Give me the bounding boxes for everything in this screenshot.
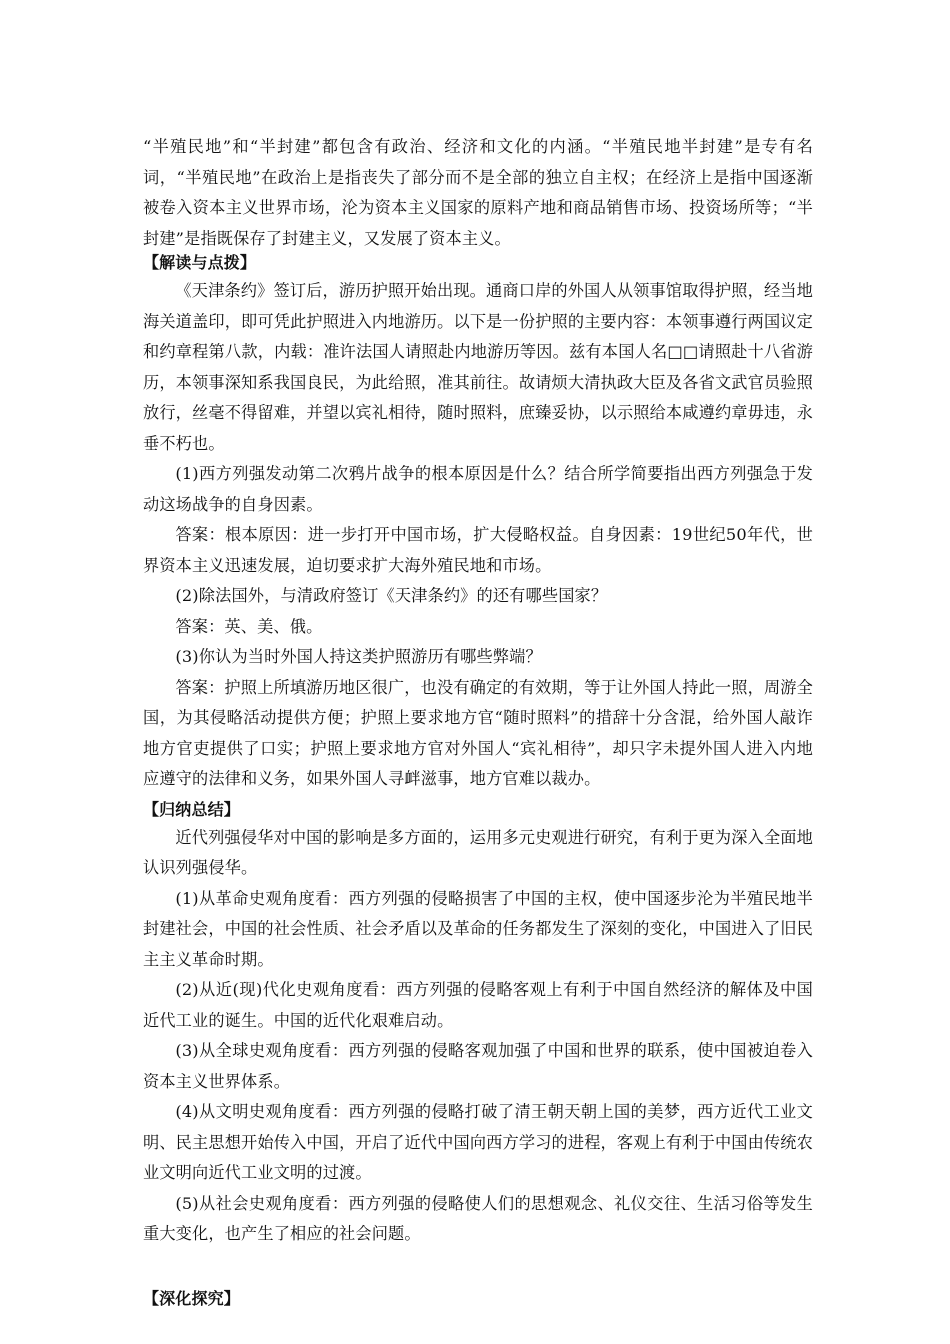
section-heading-interpretation: 【解读与点拨】	[143, 253, 257, 272]
summary-point-1: (1)从革命史观角度看：西方列强的侵略损害了中国的主权，使中国逐步沦为半殖民地半封建社会，中国的社会性质、社会矛盾以及革命的任务都发生了深刻的变化，中国进入了旧民主主义革命时期。	[143, 888, 813, 969]
question-3: (3)你认为当时外国人持这类护照游历有哪些弊端？	[175, 647, 542, 666]
document-body	[143, 132, 813, 1312]
intro-paragraph: “半殖民地”和“半封建”都包含有政治、经济和文化的内涵。“半殖民地半封建”是专有名词，“半殖民地”在政治上是指丧失了部分而不是全部的独立自主权；在经济上是指中国逐渐被卷入资本主义世界市场，沦为资本主义国家的原料产地和商品销售市场、投资场所等；“半封建”是指既保存了封建主义，又发展了资本主义。	[143, 137, 813, 248]
summary-point-2: (2)从近(现)代化史观角度看：西方列强的侵略客观上有利于中国自然经济的解体及中国近代工业的诞生。中国的近代化艰难启动。	[143, 980, 813, 1030]
answer-3: 答案：护照上所填游历地区很广，也没有确定的有效期，等于让外国人持此一照，周游全国，为其侵略活动提供方便；护照上要求地方官“随时照料”的措辞十分含混，给外国人敲诈地方官吏提供了口实；护照上要求地方官对外国人“宾礼相待”，却只字未提外国人进入内地应遵守的法律和义务，如果外国人寻衅滋事，地方官难以裁办。	[143, 677, 813, 788]
summary-point-3: (3)从全球史观角度看：西方列强的侵略客观加强了中国和世界的联系，使中国被迫卷入资本主义世界体系。	[143, 1041, 813, 1091]
summary-intro: 近代列强侵华对中国的影响是多方面的，运用多元史观进行研究，有利于更为深入全面地认识列强侵华。	[143, 827, 813, 877]
question-2: (2)除法国外，与清政府签订《天津条约》的还有哪些国家？	[175, 586, 608, 605]
section-heading-deeper-inquiry: 【深化探究】	[143, 1288, 240, 1308]
summary-point-4: (4)从文明史观角度看：西方列强的侵略打破了清王朝天朝上国的美梦，西方近代工业文明、民主思想开始传入中国，开启了近代中国向西方学习的进程，客观上有利于中国由传统农业文明向近代工业文明的过渡。	[143, 1102, 813, 1182]
section-heading-summary: 【归纳总结】	[143, 799, 240, 819]
passport-passage: 《天津条约》签订后，游历护照开始出现。通商口岸的外国人从领事馆取得护照，经当地海关道盖印，即可凭此护照进入内地游历。以下是一份护照的主要内容：本领事遵行两国议定和约章程第八款，内载：准许法国人请照赴内地游历等因。兹有本国人名□□请照赴十八省游历，本领事深知系我国良民，为此给照，准其前往。故请烦大清执政大臣及各省文武官员验照放行，丝毫不得留难，并望以宾礼相待，随时照料，庶臻妥协，以示照给本咸遵约章毋违，永垂不朽也。	[143, 281, 813, 453]
answer-2: 答案：英、美、俄。	[175, 616, 323, 636]
summary-point-5: (5)从社会史观角度看：西方列强的侵略使人们的思想观念、礼仪交往、生活习俗等发生重大变化，也产生了相应的社会问题。	[143, 1193, 813, 1243]
question-1: (1)西方列强发动第二次鸦片战争的根本原因是什么？结合所学简要指出西方列强急于发动这场战争的自身因素。	[143, 464, 813, 514]
answer-1: 答案：根本原因：进一步打开中国市场，扩大侵略权益。自身因素：19世纪50年代，世界资本主义迅速发展，迫切要求扩大海外殖民地和市场。	[143, 525, 813, 575]
